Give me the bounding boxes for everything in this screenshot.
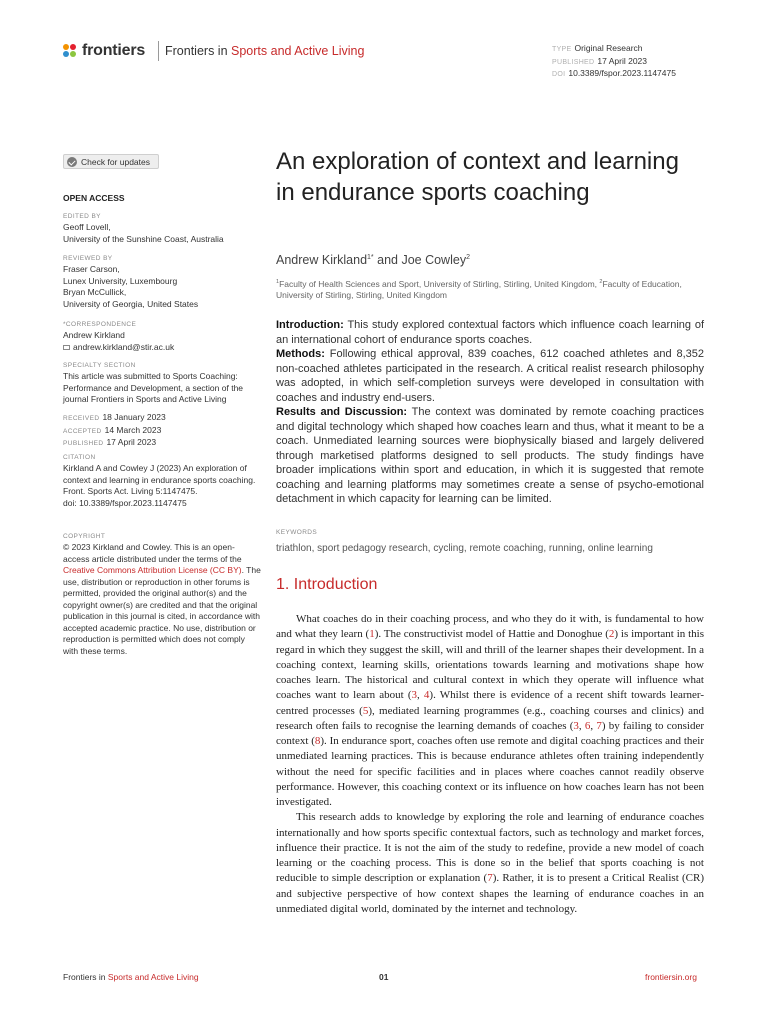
- frontiers-logo-icon: [63, 44, 78, 59]
- author-link[interactable]: Joe Cowley: [401, 253, 467, 267]
- affiliations: $^1$Faculty of Health Sciences and Sport, University of Stirling, Stirling, United Kingdom, $^2$Faculty of Education, University of Stirling, Stirling, United Kingdom: [276, 278, 682, 301]
- citation-link[interactable]: 3: [411, 689, 418, 702]
- citation-link[interactable]: 8: [314, 735, 321, 747]
- article-dates: RECEIVED 18 January 2023 ACCEPTED 14 March 2023 PUBLISHED 17 April 2023: [63, 412, 166, 447]
- paragraph: What coaches do in their coaching process, and who they do it with, is fundamental to how and what they learn (1). The constructivist model of Hattie and Donoghue (2) is important in this regard in which they suggest the skill, will and thrill of the learner shapes their development. In a coaching context, learning skills, orientations towards learning and motivations shape how coaches learn. The historical and cultural context in which they operate will influence what coaches want to learn about (3, 4). Whilst there is evidence of a recent shift towards learner-centred processes (5), mediated learning programmes (e.g., coaching courses and clinics) and research often fails to recognise the learning demands of coaches (3, 6, 7) by failing to consider context (8). In endurance sport, coaches often use remote and digital coaching practices and their unmediated learning practices. This is because endurance athletes often training independently without the need for specific facilities and in places where coaches cannot readily observe performance. However, this coaching context or its influence on how coaches learn has not been investigated.: [276, 613, 705, 808]
- journal-name[interactable]: Frontiers in Sports and Active Living: [165, 44, 365, 58]
- article-type: TYPE Original Research: [552, 43, 643, 53]
- section-heading: 1. Introduction: [276, 576, 378, 593]
- citation-link[interactable]: 6: [584, 719, 591, 732]
- license-link[interactable]: Creative Commons Attribution License (CC BY): [63, 565, 242, 575]
- email-link[interactable]: andrew.kirkland@stir.ac.uk: [63, 342, 263, 354]
- body-text: [276, 612, 704, 917]
- footer-site-link[interactable]: frontiersin.org: [645, 972, 697, 982]
- article-title: An exploration of context and learning in endurance sports coaching: [276, 148, 679, 206]
- check-for-updates-button[interactable]: Check for updates: [63, 154, 159, 169]
- specialty-section: SPECIALTY SECTION This article was submitted to Sports Coaching: Performance and Development, a section of the journal Frontiers in Sports and Active Living: [63, 362, 244, 404]
- footer-journal: Frontiers in Sports and Active Living: [63, 972, 199, 982]
- article-meta: [552, 43, 676, 81]
- edited-by: EDITED BY Geoff Lovell, University of the Sunshine Coast, Australia: [63, 213, 224, 244]
- citation-link[interactable]: 7: [487, 872, 493, 885]
- author-link[interactable]: Andrew Kirkland: [276, 253, 368, 267]
- brand-wordmark: frontiers: [82, 42, 146, 59]
- open-access-label: OPEN ACCESS: [63, 193, 125, 203]
- citation-link[interactable]: 5: [362, 704, 369, 717]
- abstract-introduction: Introduction: This study explored contextual factors which influence coach learning of an international cohort of endurance sports coaches.: [276, 319, 704, 346]
- citation-link[interactable]: 4: [423, 689, 430, 702]
- page-number: 01: [379, 972, 389, 982]
- copyright: COPYRIGHT © 2023 Kirkland and Cowley. This is an open-access article distributed under the terms of the Creative Commons Attribution License (CC BY). The use, distribution or reproduction in other forums is permitted, provided the original author(s) and the copyright owner(s) are credited and that the original publication in this journal is cited, in accordance with accepted academic practice. No use, distribution or reproduction is permitted which does not comply with these terms.: [63, 533, 261, 656]
- doi[interactable]: DOI 10.3389/fspor.2023.1147475: [552, 68, 676, 78]
- keywords: triathlon, sport pedagogy research, cycling, remote coaching, running, online learning: [276, 543, 653, 554]
- citation-link[interactable]: 2: [608, 628, 615, 641]
- mail-icon: [63, 345, 70, 350]
- abstract: [276, 318, 704, 507]
- citation: CITATION Kirkland A and Cowley J (2023) An exploration of context and learning in endurance sports coaching. Front. Sports Act. Living 5:1147475. doi: 10.3389/fspor.2023.1147475: [63, 454, 256, 508]
- citation-link[interactable]: 7: [596, 719, 602, 732]
- paragraph: This research adds to knowledge by exploring the role and learning of endurance coaches internationally and how sports specific contextual factors, such as technology and market forces, influence their practice. It is not the aim of the study to redefine, provide a new model of coach learning or the coaching process. This is done so in the belief that sports coaching is not reducible to simple description or explanation (7). Rather, it is to present a Critical Realist (CR) and subjective perspective of how context shapes the learning of endurance coaches in an unmediated digital world, dominated by the internet and technology.: [276, 811, 704, 915]
- abstract-methods: Methods: Following ethical approval, 839 coaches, 612 coached athletes and 8,352 non-coached athletes participated in the research. A critical realist research philosophy was adopted, in which self-completion surveys were developed in consultation with coaches and industry end-users.: [276, 348, 704, 404]
- header-divider: [158, 41, 159, 61]
- keywords-label: KEYWORDS: [276, 529, 318, 536]
- citation-link[interactable]: 1: [369, 628, 375, 641]
- frontiers-logo[interactable]: [63, 42, 145, 60]
- authors: Andrew Kirkland$^{1*}$ and Joe Cowley$^2$: [276, 253, 470, 267]
- citation-link[interactable]: 3: [573, 719, 579, 732]
- check-icon: [67, 157, 77, 167]
- published-date: PUBLISHED 17 April 2023: [552, 55, 648, 66]
- correspondence: *CORRESPONDENCE Andrew Kirkland andrew.kirkland@stir.ac.uk: [63, 320, 263, 353]
- abstract-results: Results and Discussion: The context was dominated by remote coaching practices and digital technology which shaped how coaches learn and thus, what it meant to be a coach. Unmediated learning sources were biophysically biased and largely delivered through marketised platforms designed to sell products. The study findings have broader implications within sport and education, in which it is suggested that remote coaching and learning platforms may sometimes create a sense of psycho-emotional detachment in which capacity for learning can be limited.: [276, 406, 704, 505]
- reviewed-by: REVIEWED BY Fraser Carson, Lunex University, Luxembourg Bryan McCullick, University of Georgia, United States: [63, 255, 199, 309]
